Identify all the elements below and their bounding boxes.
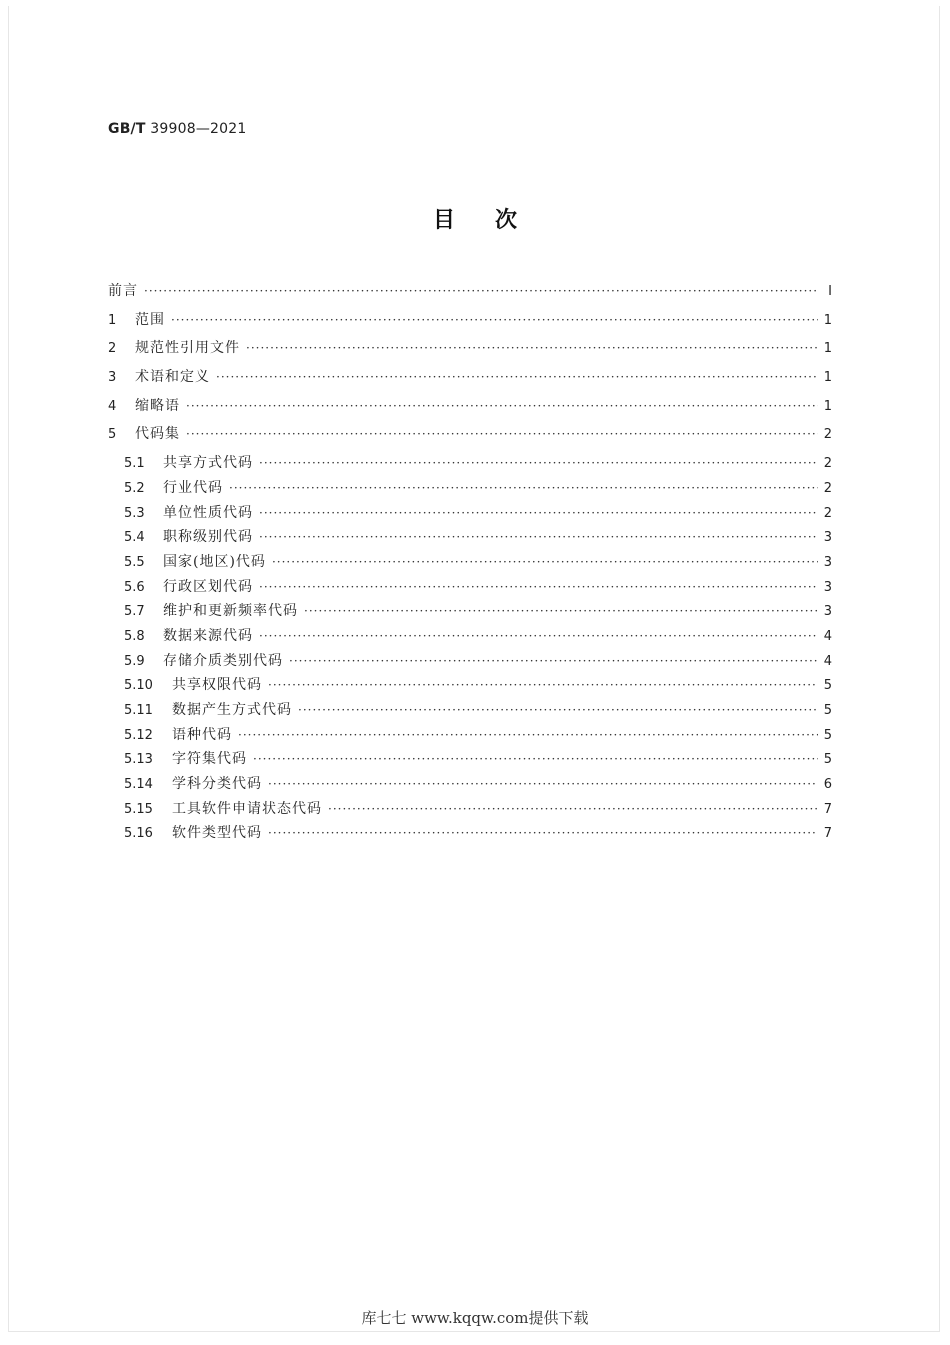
toc-entry[interactable]	[108, 651, 832, 676]
toc-entry-number: 5.2	[124, 480, 145, 496]
toc-dot-leader	[238, 725, 818, 745]
toc-entry[interactable]	[108, 823, 832, 848]
standard-prefix: GB/T	[108, 121, 146, 137]
toc-entry[interactable]	[108, 725, 832, 750]
toc-entry-number: 5.13	[124, 752, 153, 768]
toc-entry-page: 3	[823, 530, 832, 546]
toc-entry[interactable]	[108, 700, 832, 725]
toc-entry[interactable]	[108, 799, 832, 824]
toc-entry[interactable]	[108, 281, 832, 310]
toc-entry-label: 工具软件申请状态代码	[172, 800, 322, 817]
toc-dot-leader	[216, 367, 818, 387]
toc-entry[interactable]	[108, 310, 832, 339]
toc-dot-leader	[304, 601, 818, 621]
toc-dot-leader	[298, 700, 818, 720]
toc-entry-number: 5.8	[124, 628, 145, 644]
toc-entry-label: 软件类型代码	[172, 825, 262, 842]
toc-entry-page: 2	[823, 505, 832, 521]
toc-entry-label: 前言	[108, 283, 138, 299]
toc-entry[interactable]	[108, 424, 832, 453]
toc-entry-label: 共享方式代码	[163, 455, 253, 472]
toc-entry-label: 学科分类代码	[172, 776, 262, 793]
toc-entry[interactable]	[108, 503, 832, 528]
toc-entry-page: 3	[823, 604, 832, 620]
toc-entry-number: 5.9	[124, 653, 145, 669]
toc-entry[interactable]	[108, 601, 832, 626]
toc-entry-page: 1	[823, 341, 832, 357]
toc-entry-number: 3	[108, 370, 117, 386]
toc-entry-label: 行业代码	[163, 479, 223, 496]
toc-entry-label: 术语和定义	[135, 369, 210, 386]
toc-entry[interactable]	[108, 552, 832, 577]
toc-entry-label: 字符集代码	[172, 751, 247, 768]
toc-entry-number: 5.3	[124, 505, 145, 521]
toc-dot-leader	[186, 396, 818, 416]
toc-entry[interactable]	[108, 774, 832, 799]
toc-entry-number: 5.5	[124, 554, 145, 570]
toc-dot-leader	[289, 651, 818, 671]
toc-entry[interactable]	[108, 396, 832, 425]
toc-entry-page: 4	[823, 628, 832, 644]
toc-entry-page: 7	[823, 826, 832, 842]
toc-entry-label: 共享权限代码	[172, 677, 262, 694]
toc-dot-leader	[246, 338, 818, 358]
toc-entry-page: 2	[823, 427, 832, 443]
standard-number: 39908—2021	[150, 121, 247, 137]
table-of-contents	[108, 281, 832, 848]
toc-entry[interactable]	[108, 626, 832, 651]
toc-entry-page: 7	[823, 801, 832, 817]
toc-entry-label: 范围	[135, 311, 165, 328]
toc-entry-number: 5.11	[124, 703, 153, 718]
toc-entry-label: 数据来源代码	[163, 627, 253, 644]
toc-entry[interactable]	[108, 367, 832, 396]
toc-entry-page: 3	[823, 554, 832, 570]
toc-dot-leader	[268, 675, 818, 695]
toc-title: 目次	[432, 208, 557, 233]
toc-entry-number: 1	[108, 312, 117, 328]
toc-dot-leader	[259, 503, 818, 523]
toc-dot-leader	[171, 310, 818, 330]
toc-entry-number: 5.1	[124, 456, 145, 472]
toc-entry-page: 1	[823, 370, 832, 386]
toc-entry-label: 职称级别代码	[163, 529, 253, 546]
toc-dot-leader	[259, 527, 818, 547]
toc-entry-label: 维护和更新频率代码	[163, 603, 298, 620]
toc-entry-label: 行政区划代码	[163, 578, 253, 595]
toc-entry-page: 1	[823, 312, 832, 328]
toc-entry-label: 语种代码	[172, 726, 232, 743]
toc-entry-page: 3	[823, 579, 832, 595]
toc-entry-number: 5.6	[124, 579, 145, 595]
toc-entry[interactable]	[108, 527, 832, 552]
toc-dot-leader	[144, 281, 818, 301]
toc-entry-number: 5.7	[124, 604, 145, 620]
toc-entry-label: 国家(地区)代码	[163, 553, 266, 570]
footer-watermark: 库七七 www.kqqw.com提供下载	[361, 1309, 589, 1327]
toc-entry-page: I	[828, 284, 832, 299]
toc-entry-page: 5	[823, 752, 832, 768]
toc-entry-page: 4	[823, 653, 832, 669]
toc-entry[interactable]	[108, 675, 832, 700]
toc-entry-label: 存储介质类别代码	[163, 652, 283, 669]
standard-code	[108, 121, 246, 137]
toc-entry-page: 5	[823, 678, 832, 694]
toc-dot-leader	[259, 453, 818, 473]
toc-dot-leader	[268, 823, 818, 843]
toc-entry-page: 2	[823, 456, 832, 472]
toc-entry-number: 5.15	[124, 801, 153, 817]
toc-entry-number: 2	[108, 341, 117, 357]
toc-dot-leader	[259, 626, 818, 646]
toc-dot-leader	[253, 749, 818, 769]
toc-entry-number: 5.10	[124, 678, 153, 694]
toc-entry[interactable]	[108, 749, 832, 774]
toc-dot-leader	[259, 577, 818, 597]
toc-dot-leader	[186, 424, 818, 444]
toc-entry-number: 4	[108, 398, 117, 414]
toc-entry-label: 缩略语	[135, 397, 180, 414]
toc-entry-page: 5	[823, 727, 832, 743]
toc-entry[interactable]	[108, 338, 832, 367]
toc-entry-number: 5.14	[124, 777, 153, 793]
toc-dot-leader	[268, 774, 818, 794]
toc-entry-number: 5.12	[124, 727, 153, 743]
toc-dot-leader	[272, 552, 818, 572]
toc-entry[interactable]	[108, 453, 832, 478]
toc-entry-page: 6	[823, 777, 832, 793]
toc-entry-label: 规范性引用文件	[135, 340, 240, 357]
toc-dot-leader	[328, 799, 818, 819]
toc-entry-page: 1	[823, 398, 832, 414]
toc-entry-number: 5	[108, 427, 117, 443]
toc-entry-number: 5.4	[124, 530, 145, 546]
toc-entry-label: 数据产生方式代码	[172, 702, 292, 718]
toc-entry-label: 代码集	[135, 426, 180, 443]
toc-dot-leader	[229, 478, 818, 498]
toc-entry-label: 单位性质代码	[163, 504, 253, 521]
toc-entry[interactable]	[108, 478, 832, 503]
toc-entry-page: 5	[823, 703, 832, 718]
toc-entry-page: 2	[823, 480, 832, 496]
toc-entry[interactable]	[108, 577, 832, 602]
toc-entry-number: 5.16	[124, 826, 153, 842]
